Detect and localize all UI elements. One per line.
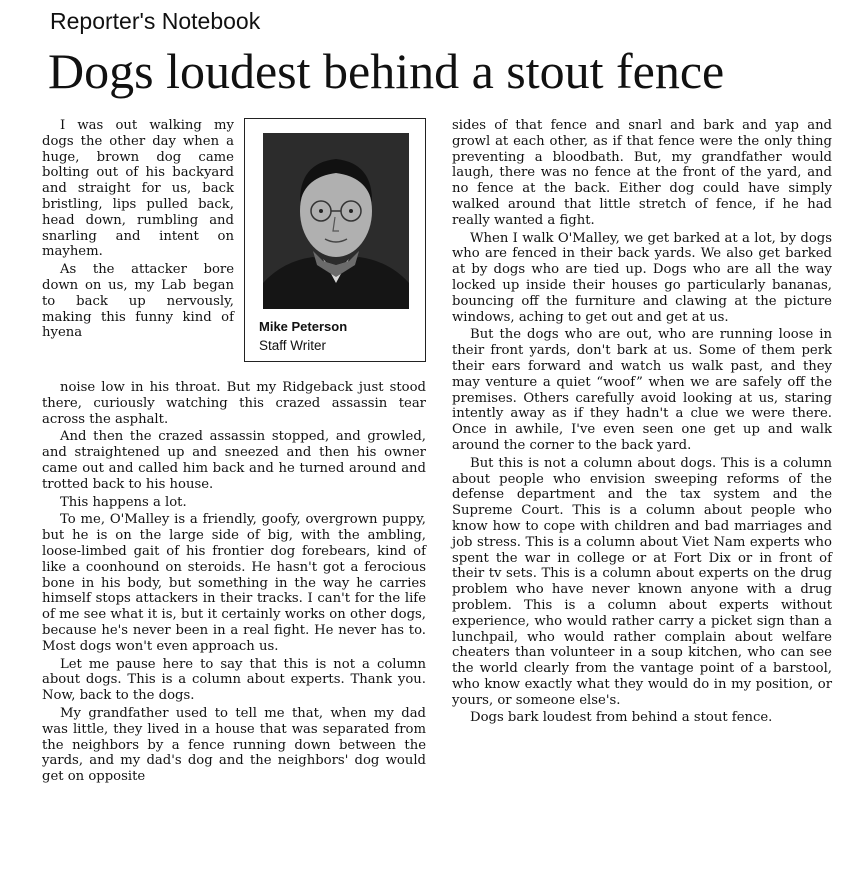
paragraph: I was out walking my dogs the other day when a huge, brown dog came bolting out of his backyard and straight for us, back bristling, lips pulled back, head down, rumbling and snarling and intent on mayhem. [42, 118, 234, 260]
lead-block [42, 118, 426, 380]
right-column [452, 118, 832, 726]
paragraph: And then the crazed assassin stopped, and growled, and straightened up and sneezed and then his owner came out and called him back and he turned around and trotted back to his house. [42, 429, 426, 492]
author-photo [263, 133, 409, 309]
paragraph: When I walk O'Malley, we get barked at a lot, by dogs who are fenced in their back yards. We also get barked at by dogs who are tied up. Dogs who are all the way locked up inside their houses go particularly bananas, bouncing off the furniture and clawing at the picture windows, aching to get out and get at us. [452, 230, 832, 325]
paragraph: sides of that fence and snarl and bark and yap and growl at each other, as if that fence were the only thing preventing a bloodbath. But, my grandfather would laugh, there was no fence at the front of the yard, and no fence at the back. Either dog could have simply walked around that little stretch of fence, if he had really wanted a fight. [452, 118, 832, 228]
paragraph: As the attacker bore down on us, my Lab began to back up nervously, making this funny kind of hyena [42, 262, 234, 341]
section-kicker: Reporter's Notebook [50, 8, 261, 34]
headline: Dogs loudest behind a stout fence [48, 43, 725, 99]
author-photo-box [244, 118, 426, 362]
paragraph: But this is not a column about dogs. This is a column about people who envision sweeping reforms of the defense department and the tax system and the Supreme Court. This is a column about people who know how to cope with children and bad marriages and job stress. This is a column about Viet Nam experts who spent the war in college or at Fort Dix or in front of their tv sets. This is a column about experts on the drug problem who have never known anyone with a drug problem. This is a column about experts without experience, who would rather carry a picket sign than a lunchpail, who would rather complain about welfare cheaters than volunteer in a soup kitchen, who can see the world clearly from the vantage point of a barstool, who know exactly what they would do in my position, or yours, or someone else's. [452, 455, 832, 708]
byline-name: Mike Peterson [259, 319, 348, 334]
paragraph: But the dogs who are out, who are running loose in their front yards, don't bark at us. Some of them perk their ears forward and watch us walk past, and they may venture a quiet “woof” when we are safely off the premises. Others carefully avoid looking at us, staring intently away as if they hadn't a clue we were there. Once in awhile, I've even seen one get up and walk around the corner to the back yard. [452, 327, 832, 453]
paragraph: noise low in his throat. But my Ridgeback just stood there, curiously watching this crazed assassin tear across the asphalt. [42, 380, 426, 427]
left-column [42, 118, 426, 785]
paragraph: Let me pause here to say that this is not a column about dogs. This is a column about experts. Thank you. Now, back to the dogs. [42, 656, 426, 704]
paragraph: My grandfather used to tell me that, when my dad was little, they lived in a house that was separated from the neighbors by a fence running down between the yards, and my dad's dog and the neighbors' dog would get on opposite [42, 705, 426, 785]
paragraph: This happens a lot. [60, 494, 187, 510]
closing-paragraph: Dogs bark loudest from behind a stout fence. [470, 710, 773, 726]
byline-role: Staff Writer [259, 338, 327, 353]
lead-text [42, 118, 234, 341]
paragraph: To me, O'Malley is a friendly, goofy, overgrown puppy, but he is on the large side of big, with the ambling, loose-limbed gait of his frontier dog forebears, kind of like a coonhound on steroids. He hasn't got a ferocious bone in his body, but something in the way he carries himself stops attackers in their tracks. I can't for the life of me see what it is, but it certainly works on other dogs, because he's never been in a real fight. He never has to. Most dogs won't even approach us. [42, 512, 426, 654]
